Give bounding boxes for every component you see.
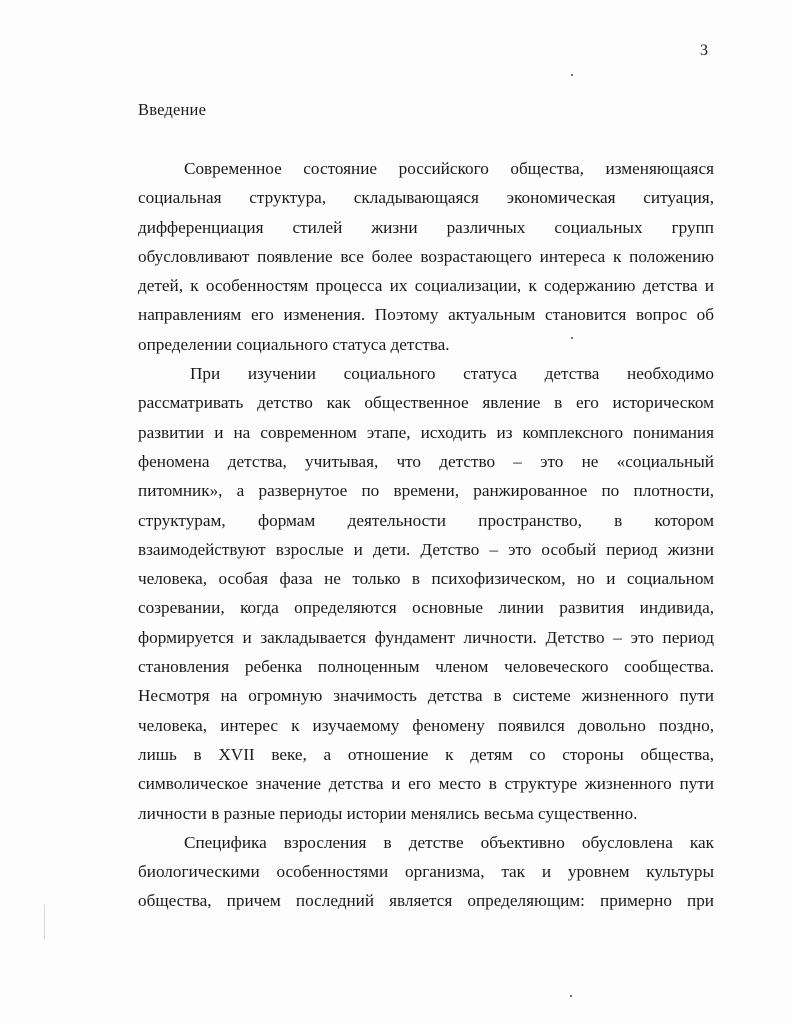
text-line: общества, причем последний является определяющим: примерно при (138, 891, 714, 911)
text-line: Несмотря на огромную значимость детства в системе жизненного пути (138, 686, 714, 706)
paragraph-1 (138, 154, 714, 359)
text-line: Современное состояние российского общества, изменяющаяся (184, 159, 714, 178)
scan-margin-mark (44, 905, 45, 939)
page-number: 3 (700, 42, 708, 59)
text-line: феномена детства, учитывая, что детство – это не «социальный (138, 451, 714, 471)
text-line: рассматривать детство как общественное явление в его историческом (138, 393, 714, 413)
text-line: человека, интерес к изучаемому феномену появился довольно поздно, (138, 715, 714, 735)
text-line: питомник», а развернутое по времени, ранжированное по плотности, (138, 481, 714, 501)
text-line: дифференциация стилей жизни различных социальных групп (138, 217, 714, 237)
text-line: направлениям его изменения. Поэтому актуальным становится вопрос об (138, 305, 714, 325)
text-line: При изучении социального статуса детства необходимо (190, 364, 714, 384)
text-line: становления ребенка полноценным членом человеческого сообщества. (138, 657, 714, 677)
text-line: структурам, формам деятельности пространство, в котором (138, 510, 714, 530)
text-line: определении социального статуса детства. (138, 334, 450, 354)
text-line: формируется и закладывается фундамент личности. Детство – это период (138, 627, 714, 647)
text-line: биологическими особенностями организма, так и уровнем культуры (138, 862, 714, 882)
text-line: развитии и на современном этапе, исходить из комплексного понимания (138, 422, 714, 442)
paragraph-2 (138, 359, 714, 828)
text-line: детей, к особенностям процесса их социализации, к содержанию детства и (138, 276, 714, 296)
text-line: символическое значение детства и его место в структуре жизненного пути (138, 774, 714, 794)
section-heading: Введение (138, 100, 207, 119)
text-line: личности в разные периоды истории менялись весьма существенно. (138, 803, 638, 823)
text-line: Специфика взросления в детстве объективно обусловлена как (184, 832, 714, 852)
text-line: человека, особая фаза не только в психофизическом, но и социальном (138, 569, 714, 589)
body-text (138, 154, 714, 916)
scan-speck (570, 995, 572, 997)
scan-speck (571, 337, 573, 339)
paragraph-3 (138, 828, 714, 916)
text-line: взаимодействуют взрослые и дети. Детство – это особый период жизни (138, 539, 714, 559)
text-line: обусловливают появление все более возрастающего интереса к положению (138, 246, 714, 266)
text-line: социальная структура, складывающаяся экономическая ситуация, (138, 188, 714, 208)
text-line: созревании, когда определяются основные линии развития индивида, (138, 598, 714, 618)
scan-speck (571, 74, 573, 76)
text-line: лишь в XVII веке, а отношение к детям со стороны общества, (138, 744, 714, 764)
